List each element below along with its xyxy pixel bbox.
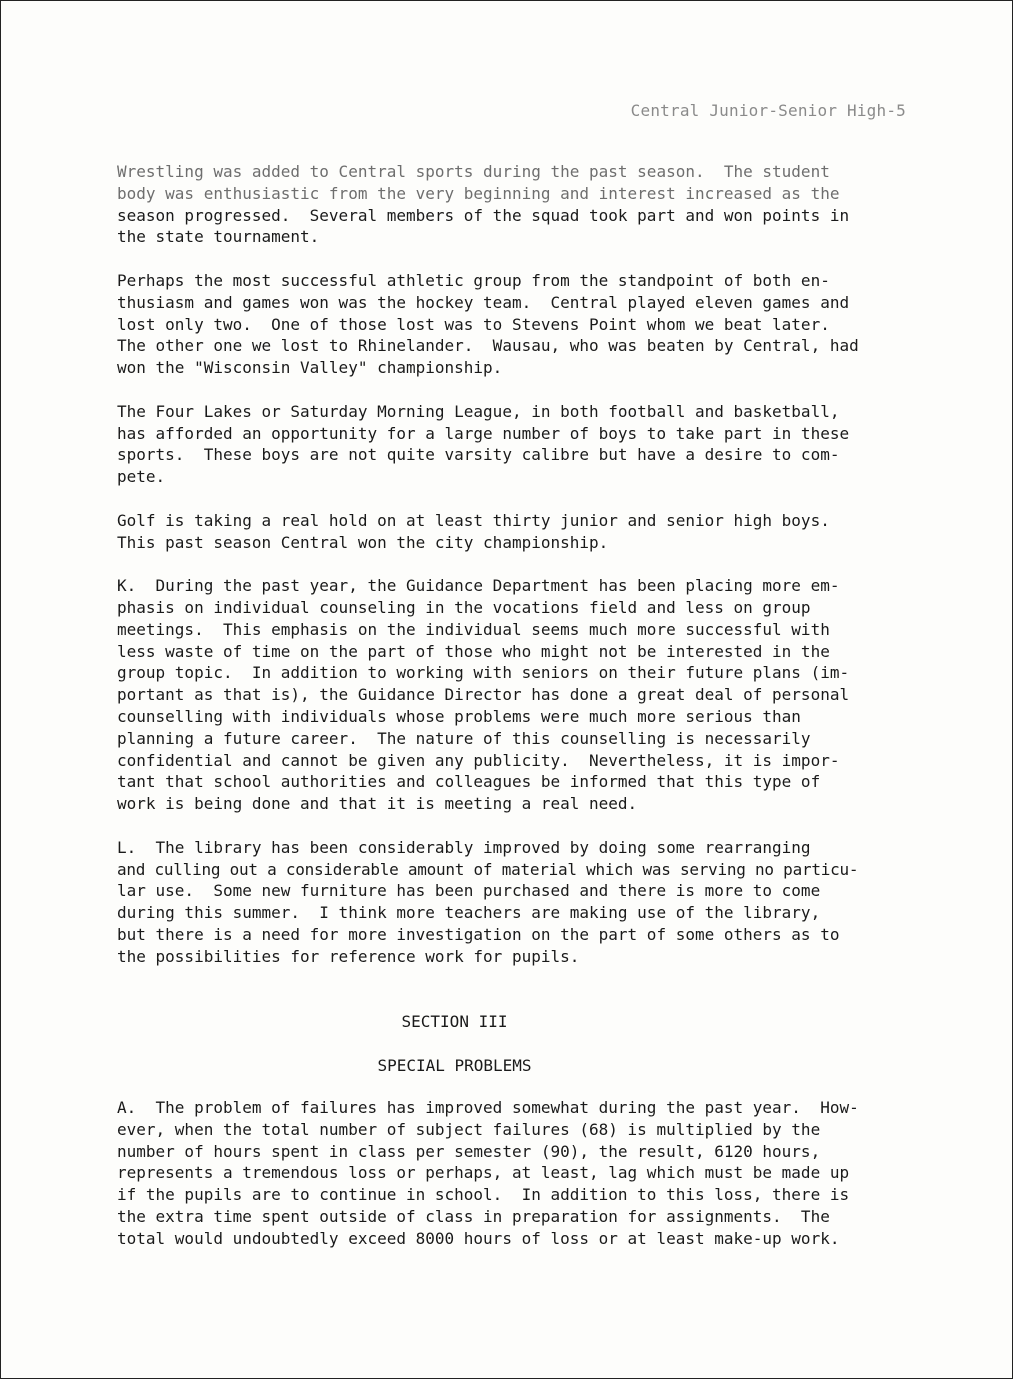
text-line: phasis on individual counseling in the vocations field and less on group [117, 597, 811, 617]
text-line: lost only two. One of those lost was to Stevens Point whom we beat later. [117, 314, 830, 334]
text-line: during this summer. I think more teachers are making use of the library, [117, 903, 821, 923]
text-line: This past season Central won the city championship. [117, 532, 609, 552]
section-title: SECTION III [401, 1012, 508, 1032]
text-line: confidential and cannot be given any publicity. Nevertheless, it is impor- [117, 750, 840, 770]
paragraph-hockey [117, 270, 977, 379]
text-line: group topic. In addition to working with seniors on their future plans (im- [117, 663, 850, 683]
text-line: portant as that is), the Guidance Director has done a great deal of personal [117, 685, 850, 705]
text-line: pete. [117, 467, 166, 487]
text-line: Golf is taking a real hold on at least thirty junior and senior high boys. [117, 510, 830, 530]
text-line: Wrestling was added to Central sports during the past season. The student [117, 162, 830, 181]
text-line: The Four Lakes or Saturday Morning League, in both football and basketball, [117, 401, 840, 421]
text-line: but there is a need for more investigation on the part of some others as to [117, 924, 840, 944]
paragraph-guidance [117, 575, 977, 815]
text-line: the possibilities for reference work for pupils. [117, 946, 580, 966]
paragraph-wrestling [117, 161, 977, 248]
paragraph-failures [117, 1097, 977, 1250]
paragraph-library [117, 837, 977, 968]
text-line: number of hours spent in class per semester (90), the result, 6120 hours, [117, 1141, 821, 1161]
text-line: A. The problem of failures has improved somewhat during the past year. How- [117, 1098, 859, 1118]
text-line: represents a tremendous loss or perhaps, at least, lag which must be made up [117, 1163, 850, 1183]
section-subtitle: SPECIAL PROBLEMS [377, 1056, 532, 1076]
text-line: tant that school authorities and colleagues be informed that this type of [117, 772, 821, 792]
text-line: The other one we lost to Rhinelander. Wausau, who was beaten by Central, had [117, 336, 859, 356]
text-line: lar use. Some new furniture has been purchased and there is more to come [117, 881, 821, 901]
text-line: body was enthusiastic from the very beginning and interest increased as the [117, 183, 840, 203]
text-line: ever, when the total number of subject failures (68) is multiplied by the [117, 1119, 821, 1139]
text-line: if the pupils are to continue in school. In addition to this loss, there is [117, 1185, 850, 1205]
paragraph-golf [117, 510, 977, 554]
text-line: planning a future career. The nature of this counselling is necessarily [117, 728, 811, 748]
text-line: Perhaps the most successful athletic group from the standpoint of both en- [117, 270, 830, 290]
text-line: work is being done and that it is meeting a real need. [117, 794, 638, 814]
text-line: sports. These boys are not quite varsity calibre but have a desire to com- [117, 445, 840, 465]
text-line: L. The library has been considerably improved by doing some rearranging [117, 837, 811, 857]
text-line: K. During the past year, the Guidance Department has been placing more em- [117, 576, 840, 596]
text-line: season progressed. Several members of the squad took part and won points in [117, 205, 850, 225]
text-line: thusiasm and games won was the hockey team. Central played eleven games and [117, 292, 850, 312]
document-body [117, 161, 977, 1271]
text-line: total would undoubtedly exceed 8000 hours of loss or at least make-up work. [117, 1228, 840, 1248]
text-line: and culling out a considerable amount of material which was serving no particu- [117, 859, 859, 879]
text-line: the extra time spent outside of class in preparation for assignments. The [117, 1207, 830, 1227]
text-line: has afforded an opportunity for a large number of boys to take part in these [117, 423, 850, 443]
text-line: counselling with individuals whose problems were much more serious than [117, 706, 801, 726]
paragraph-four-lakes [117, 401, 977, 488]
text-line: meetings. This emphasis on the individual seems much more successful with [117, 619, 830, 639]
text-line: the state tournament. [117, 227, 320, 247]
text-line: less waste of time on the part of those who might not be interested in the [117, 641, 830, 661]
running-header: Central Junior-Senior High-5 [630, 101, 906, 120]
text-line: won the "Wisconsin Valley" championship. [117, 358, 503, 378]
